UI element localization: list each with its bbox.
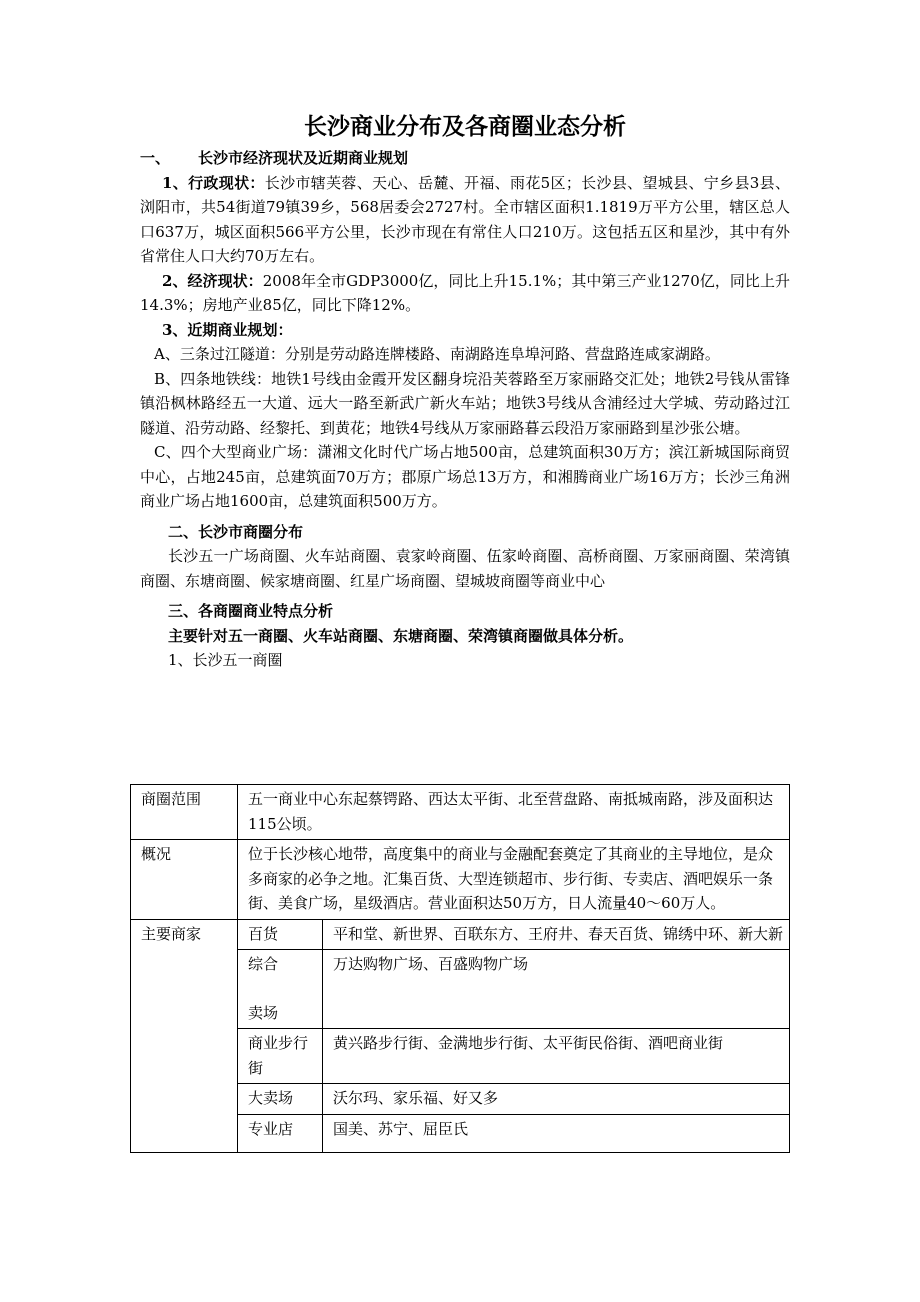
section-3-subheading: 主要针对五一商圈、火车站商圈、东塘商圈、荣湾镇商圈做具体分析。	[168, 626, 634, 645]
merchant-type: 专业店	[238, 1114, 323, 1152]
merchant-names: 万达购物广场、百盛购物广场	[323, 950, 790, 1029]
merchant-type: 百货	[238, 919, 323, 950]
wuyi-district-table	[130, 784, 790, 1153]
merchant-names: 沃尔玛、家乐福、好又多	[323, 1084, 790, 1115]
scope-label: 商圈范围	[131, 785, 238, 840]
paragraph-tunnels: A、三条过江隧道：分别是劳动路连牌楼路、南湖路连阜埠河路、营盘路连咸家湖路。	[154, 345, 720, 363]
page-title: 长沙商业分布及各商圈业态分析	[304, 113, 626, 140]
paragraph-plazas: C、四个大型商业广场：潇湘文化时代广场占地500亩，总建筑面积30万方；滨江新城国际商贸中心，占地245亩，总建筑面70万方；郡原广场总13万方，和湘腾商业广场16万方；长沙三角洲商业广场占地1600亩，总建筑面积500万方。	[140, 443, 790, 510]
section-1-heading	[140, 146, 790, 171]
merchant-type: 商业步行街	[238, 1029, 323, 1084]
document-body	[140, 112, 790, 673]
merchant-names: 国美、苏宁、屈臣氏	[323, 1114, 790, 1152]
commercial-plan-heading: 3、近期商业规划：	[162, 320, 293, 339]
economy-status-text: 2008年全市GDP3000亿，同比上升15.1%；其中第三产业1270亿，同比上升14.3%；房地产业85亿，同比下降12%。	[140, 271, 790, 314]
section-3-heading: 三、各商圈商业特点分析	[168, 602, 334, 620]
paragraph-economy-status	[140, 269, 790, 318]
scope-text: 五一商业中心东起蔡锷路、西达太平街、北至营盘路、南抵城南路，涉及面积达115公顷。	[238, 785, 790, 840]
admin-status-text: 长沙市辖芙蓉、天心、岳麓、开福、雨花5区；长沙县、望城县、宁乡县3县、浏阳市，共54街道79镇39乡，568居委会2727村。全市辖区面积1.1819万平方公里，辖区总人口637万，城区面积566平方公里，长沙市现在有常住人口210万。这包括五区和星沙，其中有外省常住人口大约70万左右。	[140, 173, 790, 265]
section-3-item-1: 1、长沙五一商圈	[168, 651, 283, 669]
section-1-title: 长沙市经济现状及近期商业规划	[198, 149, 409, 167]
paragraph-admin-status	[140, 171, 790, 269]
table-row	[131, 840, 790, 920]
overview-label: 概况	[131, 840, 238, 920]
admin-status-label: 1、行政现状：	[162, 173, 265, 192]
economy-status-label: 2、经济现状：	[162, 271, 263, 290]
section-1-number: 一、	[140, 149, 171, 167]
overview-text: 位于长沙核心地带，高度集中的商业与金融配套奠定了其商业的主导地位，是众多商家的必争之地。汇集百货、大型连锁超市、步行街、专卖店、酒吧娱乐一条街、美食广场，星级酒店。营业面积达50万方，日人流量40～60万人。	[238, 840, 790, 920]
table-row	[131, 785, 790, 840]
section-2-text: 长沙五一广场商圈、火车站商圈、袁家岭商圈、伍家岭商圈、高桥商圈、万家丽商圈、荣湾镇商圈、东塘商圈、候家塘商圈、红星广场商圈、望城坡商圈等商业中心	[140, 547, 790, 590]
merchant-type: 大卖场	[238, 1084, 323, 1115]
merchant-names: 黄兴路步行街、金满地步行街、太平街民俗街、酒吧商业街	[323, 1029, 790, 1084]
merchant-type	[238, 950, 323, 1029]
section-2-heading: 二、长沙市商圈分布	[168, 522, 304, 541]
merchants-label: 主要商家	[131, 919, 238, 1152]
merchant-type-line-1: 综合	[248, 955, 279, 973]
merchant-names: 平和堂、新世界、百联东方、王府井、春天百货、锦绣中环、新大新	[323, 919, 790, 950]
paragraph-subway: B、四条地铁线：地铁1号线由金霞开发区翻身垸沿芙蓉路至万家丽路交汇处；地铁2号钱从雷锋镇沿枫林路经五一大道、远大一路至新武广新火车站；地铁3号线从含浦经过大学城、劳动路过江隧道、沿劳动路、经黎托、到黄花；地铁4号线从万家丽路暮云段沿万家丽路到星沙张公塘。	[140, 369, 790, 437]
merchant-type-line-2: 卖场	[248, 1003, 279, 1022]
table-row	[131, 919, 790, 950]
